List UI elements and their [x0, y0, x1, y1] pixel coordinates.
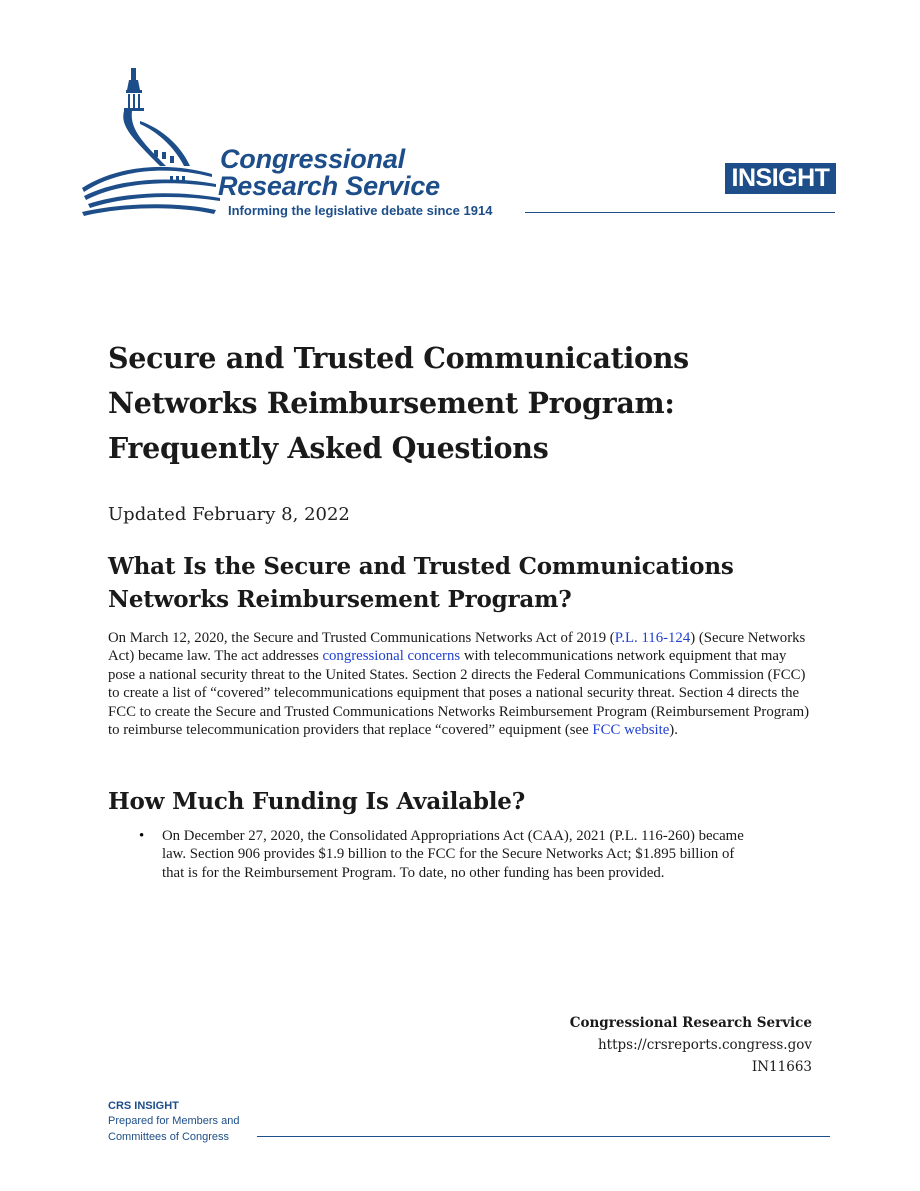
footer-org: Congressional Research Service: [569, 1015, 812, 1031]
footer-info: [570, 1012, 812, 1078]
footer-code: IN11663: [751, 1059, 812, 1075]
logo-line-1: Congressional: [220, 144, 405, 174]
footer-divider: [257, 1136, 830, 1137]
logo-line-2: Research Service: [218, 171, 440, 201]
capitol-dome-icon: [80, 66, 220, 216]
crs-insight-label: CRS INSIGHT: [108, 1100, 179, 1112]
funding-bullet-list: [108, 827, 758, 882]
section-paragraph: [108, 629, 813, 739]
link-fcc-website[interactable]: FCC website: [592, 722, 670, 739]
header-divider: [525, 212, 835, 213]
paragraph-text: with telecommunications network equipment that may pose a national security threat to the United States. Section 2 directs the Federal Communications Commission (FCC) to create a list of “covered” telecommunications equipment that poses a national security threat. Section 4 directs the FCC to create the Secure and Trusted Communications Networks Reimbursement Program (Reimbursement Program) to reimburse telecommunication providers that replace “covered” equipment (see: [108, 648, 810, 739]
crs-footer-line-2: Prepared for Members and: [108, 1115, 240, 1127]
link-congressional-concerns[interactable]: congressional concerns: [322, 648, 461, 665]
updated-date: Updated February 8, 2022: [108, 504, 350, 525]
paragraph-text: ).: [669, 722, 678, 739]
crs-footer-line-3: Committees of Congress: [108, 1131, 230, 1143]
bullet-text: On December 27, 2020, the Consolidated Appropriations Act (CAA), 2021 (P.L. 116-260) became law. Section 906 provides $1.9 billion to the FCC for the Secure Networks Act; $1.895 billion of that is for the Reimbursement Program. To date, no other funding has been provided.: [162, 828, 744, 881]
list-item: [108, 827, 758, 882]
paragraph-text: ) (Secure Networks Act) became law. The act addresses: [108, 630, 806, 665]
crs-logo: [80, 66, 840, 226]
link-pl-116-124[interactable]: P.L. 116-124: [614, 630, 691, 646]
bullet-icon: •: [139, 828, 145, 844]
crs-insight-footer: [108, 1099, 239, 1145]
logo-wordmark: [220, 146, 440, 200]
footer-url[interactable]: https://crsreports.congress.gov: [597, 1037, 812, 1053]
section-heading-what-is: What Is the Secure and Trusted Communications Networks Reimbursement Program?: [108, 553, 734, 613]
section-heading-funding: How Much Funding Is Available?: [108, 788, 525, 815]
page-title: Secure and Trusted Communications Networks Reimbursement Program: Frequently Asked Questions: [108, 341, 689, 465]
insight-badge: INSIGHT: [725, 163, 836, 194]
paragraph-text: On March 12, 2020, the Secure and Trusted Communications Networks Act of 2019 (: [108, 630, 615, 646]
logo-tagline: Informing the legislative debate since 1914: [228, 203, 493, 218]
